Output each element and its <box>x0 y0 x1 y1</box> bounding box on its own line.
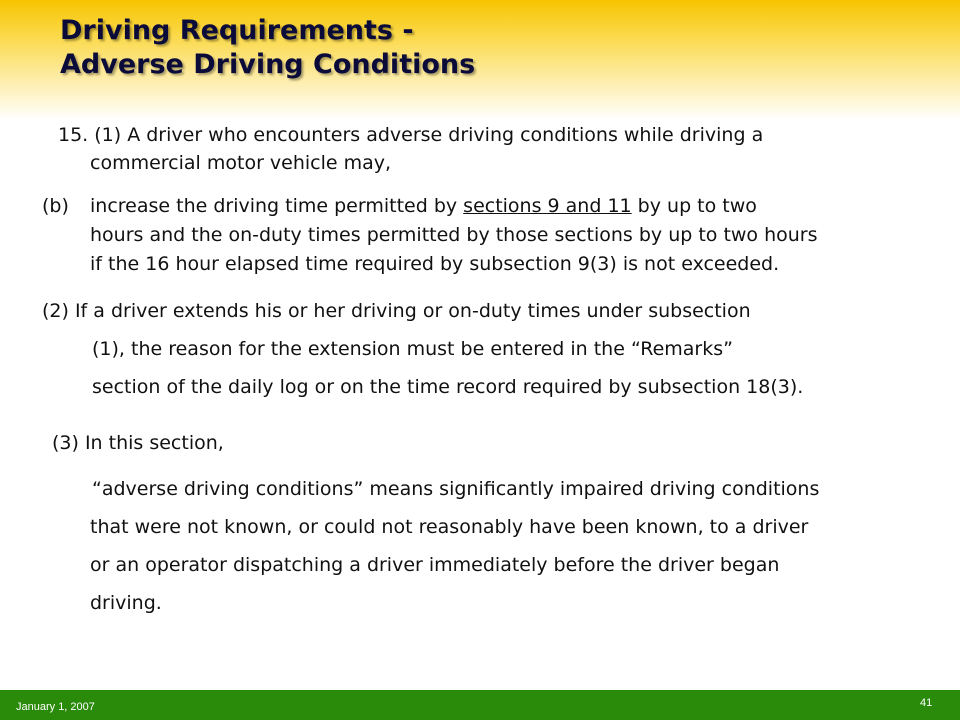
clause-b-label: (b) <box>42 195 69 217</box>
slide-title-line-2: Adverse Driving Conditions <box>60 49 476 80</box>
subsection-2-line-1: (2) If a driver extends his or her driving or on-duty times under subsection <box>42 300 751 322</box>
clause-b-text-end: by up to two <box>631 195 757 217</box>
footer-date: January 1, 2007 <box>16 701 95 713</box>
clause-b-line-2: hours and the on-duty times permitted by those sections by up to two hours <box>90 224 818 246</box>
section-15-line-2: commercial motor vehicle may, <box>90 152 392 174</box>
definition-line-1: “adverse driving conditions” means significantly impaired driving conditions <box>92 478 820 500</box>
subsection-2-line-3: section of the daily log or on the time record required by subsection 18(3). <box>92 376 804 398</box>
clause-b-text-start: increase the driving time permitted by <box>90 195 464 217</box>
section-15-line-1: 15. (1) A driver who encounters adverse driving conditions while driving a <box>58 124 764 146</box>
definition-line-3: or an operator dispatching a driver immediately before the driver began <box>90 554 780 576</box>
subsection-2-line-2: (1), the reason for the extension must be entered in the “Remarks” <box>92 338 733 360</box>
definition-line-2: that were not known, or could not reasonably have been known, to a driver <box>90 516 809 538</box>
subsection-3-line-1: (3) In this section, <box>52 432 224 454</box>
sections-reference: sections 9 and 11 <box>463 195 632 217</box>
definition-line-4: driving. <box>90 592 162 614</box>
footer-bar <box>0 690 960 720</box>
clause-b-line-1 <box>90 194 757 218</box>
page-number: 41 <box>920 697 933 709</box>
slide-title-line-1: Driving Requirements - <box>60 15 414 46</box>
clause-b-line-3: if the 16 hour elapsed time required by subsection 9(3) is not exceeded. <box>90 253 780 275</box>
